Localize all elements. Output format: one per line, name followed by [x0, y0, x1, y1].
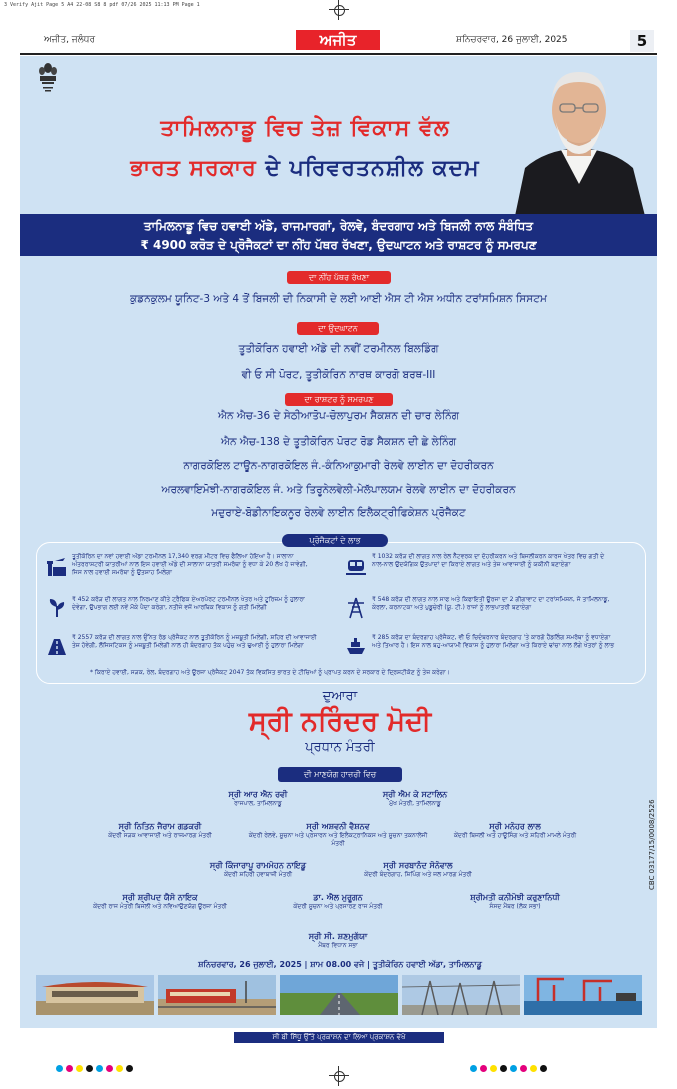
inauguration-tag: ਦਾ ਉਦਘਾਟਨ — [297, 322, 379, 335]
dignitary-role: ਕੇਂਦਰੀ ਬੰਦਰਗਾਹ, ਸ਼ਿਪਿੰਗ ਅਤੇ ਜਲ ਮਾਰਗ ਮੰਤਰੀ — [364, 871, 472, 878]
footer-bar: ਸੀ ਬੀ ਸਿੱਧੂ ਉੱਤੇ ਪ੍ਰਕਾਸ਼ਨ ਦਾ ਲਿਆ ਪ੍ਰਕਾਸ਼ਨ ਵੇਖੋ — [234, 1032, 444, 1043]
dignitary-role: ਕੇਂਦਰੀ ਬਿਜਲੀ ਅਤੇ ਹਾਊਸਿੰਗ ਅਤੇ ਸ਼ਹਿਰੀ ਮਾਮਲੇ ਮੰਤਰੀ — [453, 832, 577, 839]
project-item: ਕੁਡਨਕੁਲਮ ਯੂਨਿਟ-3 ਅਤੇ 4 ਤੋਂ ਬਿਜਲੀ ਦੀ ਨਿਕਾਸੀ ਦੇ ਲਈ ਆਈ ਐਸ ਟੀ ਐਸ ਅਧੀਨ ਟਰਾਂਸਮਿਸ਼ਨ ਸਿਸਟਮ — [130, 293, 547, 305]
registration-mark-bottom — [329, 1066, 349, 1086]
yellow-swatch — [490, 1065, 497, 1072]
dignitary — [248, 932, 428, 950]
benefit-text: ਤੂਤੀਕੋਰਿਨ ਦਾ ਨਵਾਂ ਹਵਾਈ ਅੱਡਾ ਟਰਮੀਨਲ 17,340 ਵਰਗ ਮੀਟਰ ਵਿਚ ਫੈਲਿਆ ਹੋਇਆ ਹੈ। ਸਾਲਾਨਾ ਅੰਤਰਰਾਸ਼ਟਰੀ ਯਾਤਰੀਆਂ ਨਾਲ ਇਸ ਹਵਾਈ ਅੱਡੇ ਦੀ ਸਾਲਾਨਾ ਯਾਤਰੀ ਸਮਰੱਥਾ ਨੂੰ ਵਧਾ ਕੇ 20 ਲੱਖ ਹੋ ਜਾਵੇਗੀ, ਜਿਸ ਨਾਲ ਹਵਾਈ ਸਮਰੱਥਾ ਨੂੰ ਉਤਸ਼ਾਹ ਮਿਲੇਗਾ — [72, 553, 308, 576]
project-item: ਵੀ ਓ ਸੀ ਪੋਰਟ, ਤੂਤੀਕੋਰਿਨ ਨਾਰਥ ਕਾਰਗੋ ਬਰਥ-III — [241, 369, 436, 381]
dignitary-role: ਮੈਂਬਰ ਵਿਧਾਨ ਸਭਾ — [318, 942, 358, 949]
foundation-stone-tag: ਦਾ ਨੀਂਹ ਪੱਥਰ ਰੱਖਣਾ — [287, 271, 391, 284]
cyan-swatch — [96, 1065, 103, 1072]
project-item: ਨਾਗਰਕੋਇਲ ਟਾਊਨ-ਨਾਗਰਕੋਇਲ ਜੰ.-ਕੰਨਿਆਕੁਮਾਰੀ ਰੇਲਵੇ ਲਾਈਨ ਦਾ ਦੋਹਰੀਕਰਨ — [183, 460, 494, 472]
dignitary — [425, 822, 605, 840]
headline-government: ਭਾਰਤ ਸਰਕਾਰ — [130, 156, 257, 181]
header-date: ਸ਼ਨਿਚਰਵਾਰ, 26 ਜੁਲਾਈ, 2025 — [456, 35, 568, 45]
summary-band-line-2: ₹ 4900 ਕਰੋੜ ਦੇ ਪ੍ਰੋਜੈਕਟਾਂ ਦਾ ਨੀਂਹ ਪੱਥਰ ਰੱਖਣਾ, ਉਦਘਾਟਨ ਅਤੇ ਰਾਸ਼ਟਰ ਨੂੰ ਸਮਰਪਣ — [140, 238, 537, 252]
dedication-tag: ਦਾ ਰਾਸ਼ਟਰ ਨੂੰ ਸਮਰਪਣ — [285, 393, 393, 406]
project-item: ਮਦੁਰਾਏ-ਬੋਡੀਨਾਇਕਨੂਰ ਰੇਲਵੇ ਲਾਈਨ ਇਲੈਕਟ੍ਰੀਫਿਕੇਸ਼ਨ ਪ੍ਰੋਜੈਕਟ — [211, 507, 466, 519]
airport-icon — [46, 555, 68, 577]
ship-icon — [345, 635, 367, 657]
magenta-swatch — [106, 1065, 113, 1072]
highway-photo — [280, 975, 398, 1015]
magenta-swatch — [480, 1065, 487, 1072]
highway-icon — [46, 635, 68, 657]
black-swatch — [86, 1065, 93, 1072]
benefits-title: ਪ੍ਰੋਜੈਕਟਾਂ ਦੇ ਲਾਭ — [282, 534, 388, 547]
dignitary-name: ਸ੍ਰੀ ਕਿੰਜਾਰਾਪੂ ਰਾਮਮੋਹਨ ਨਾਇਡੂ — [209, 861, 307, 870]
dignitary-name: ਸ੍ਰੀ ਐਮ ਕੇ ਸਟਾਲਿਨ — [382, 790, 448, 799]
magenta-swatch — [520, 1065, 527, 1072]
cyan-swatch — [56, 1065, 63, 1072]
cyan-swatch — [470, 1065, 477, 1072]
dignitary — [425, 893, 605, 911]
railway-train-photo — [158, 975, 276, 1015]
dignitary-role: ਸੰਸਦ ਮੈਂਬਰ (ਲੋਕ ਸਭਾ) — [489, 903, 541, 910]
magenta-swatch — [66, 1065, 73, 1072]
dignitary-role: ਕੇਂਦਰੀ ਸੜਕ ਆਵਾਜਾਈ ਅਤੇ ਰਾਜਮਾਰਗ ਮੰਤਰੀ — [108, 832, 212, 839]
newspaper-masthead: ਅਜੀਤ — [296, 30, 380, 50]
dignitary-role: ਕੇਂਦਰੀ ਸ਼ਹਿਰੀ ਹਵਾਬਾਜ਼ੀ ਮੰਤਰੀ — [223, 871, 293, 878]
growth-leaf-icon — [46, 597, 68, 619]
airport-terminal-photo — [36, 975, 154, 1015]
benefits-footnote: * ਕਿਰਾਏ ਹਵਾਈ, ਸੜਕ, ਰੇਲ, ਬੰਦਰਗਾਹ ਅਤੇ ਊਰਜਾ ਪ੍ਰੋਜੈਕਟ 2047 ਤੱਕ ਵਿਕਸਿਤ ਭਾਰਤ ਦੇ ਟੀਚਿਆਂ ਨੂੰ ਪ੍ਰਾਪਤ ਕਰਨ ਦੇ ਸਰਕਾਰ ਦੇ ਦ੍ਰਿਸ਼ਟੀਕੋਣ ਨੂੰ ਤੇਜ਼ ਕਰੇਗਾ। — [90, 669, 450, 676]
prime-minister-portrait — [505, 58, 653, 216]
dignitary-name: ਸ੍ਰੀ ਅਸ਼ਵਨੀ ਵੈਸ਼ਨਵ — [306, 822, 370, 831]
headline-steps: ਦੇ ਪਰਿਵਰਤਨਸ਼ੀਲ ਕਦਮ — [265, 156, 480, 181]
dignitary — [328, 861, 508, 879]
train-icon — [345, 555, 367, 577]
dignitary-role: ਕੇਂਦਰੀ ਰਾਜ ਮੰਤਰੀ ਬਿਜਲੀ ਅਤੇ ਨਵਿਆਉਣਯੋਗ ਊਰਜਾ ਮੰਤਰੀ — [93, 903, 227, 910]
power-substation-photo — [402, 975, 520, 1015]
headline-line-1: ਤਾਮਿਲਨਾਡੂ ਵਿਚ ਤੇਜ਼ ਵਿਕਾਸ ਵੱਲ — [160, 116, 450, 141]
port-cranes-photo — [524, 975, 642, 1015]
black-swatch — [540, 1065, 547, 1072]
dignitary — [248, 822, 428, 848]
color-registration-swatches — [56, 1057, 136, 1065]
header-city: ਅਜੀਤ, ਜਲੰਧਰ — [44, 35, 96, 45]
black-swatch — [126, 1065, 133, 1072]
header-rule — [20, 53, 657, 55]
project-item: ਐਨ ਐਚ-36 ਦੇ ਸੇਠੀਆਤੋਪ-ਚੋਲਾਪੁਰਮ ਸੈਕਸ਼ਨ ਦੀ ਚਾਰ ਲੇਨਿੰਗ — [218, 410, 459, 422]
dignitary-name: ਸ੍ਰੀ ਮਨੋਹਰ ਲਾਲ — [489, 822, 541, 831]
dignitary-role: ਮੁੱਖ ਮੰਤਰੀ, ਤਾਮਿਲਨਾਡੂ — [389, 800, 441, 807]
dignitary-name: ਸ਼੍ਰੀਮਤੀ ਕਨੀਮੋਝੀ ਕਰੁਣਾਨਿਧੀ — [470, 893, 560, 902]
event-details: ਸ਼ਨਿਚਰਵਾਰ, 26 ਜੁਲਾਈ, 2025 | ਸ਼ਾਮ 08.00 ਵਜੇ | ਤੂਤੀਕੋਰਿਨ ਹਵਾਈ ਅੱਡਾ, ਤਾਮਿਲਨਾਡੂ — [198, 960, 482, 969]
benefit-text: ₹ 1032 ਕਰੋੜ ਦੀ ਲਾਗਤ ਨਾਲ ਰੇਲ ਨੈੱਟਵਰਕ ਦਾ ਦੋਹਰੀਕਰਨ ਅਤੇ ਬਿਜਲੀਕਰਨ ਕਾਰਜ ਖੇਤਰ ਵਿਚ ਗਤੀ ਦੇ ਨਾਲ-ਨਾਲ ਉਦਯੋਗਿਕ ਉਤਪਾਦਾਂ ਦਾ ਕਿਰਾਏ ਲਾਗਤ ਅਤੇ ਤੇਜ਼ ਆਵਾਜਾਈ ਨੂੰ ਯਕੀਨੀ ਬਣਾਏਗਾ — [372, 553, 605, 568]
dignitary — [70, 893, 250, 911]
dignitary — [168, 790, 348, 808]
yellow-swatch — [530, 1065, 537, 1072]
print-metadata-line: 3 Verify Ajit Page 5 A4 22-08 S8 8 pdf 07/26 2025 11:13 PM Page 1 — [4, 2, 200, 8]
dignitary — [168, 861, 348, 879]
dignitary-name: ਸ੍ਰੀ ਸੀ. ਸ਼ਣਮੁਗੱਯਾ — [308, 932, 368, 941]
dignitary-name: ਸ੍ਰੀ ਨਿਤਿਨ ਜੈਰਾਮ ਗਡਕਰੀ — [118, 822, 202, 831]
benefit-text: ₹ 2557 ਕਰੋੜ ਦੀ ਲਾਗਤ ਨਾਲ ਉੱਨਤ ਰੋਡ ਪ੍ਰੋਜੈਕਟ ਨਾਲ ਤੂਤੀਕੋਰਿਨ ਨੂੰ ਮਜ਼ਬੂਤੀ ਮਿਲੇਗੀ, ਸ਼ਹਿਰ ਦੀ ਆਵਾਜਾਈ ਤੇਜ਼ ਹੋਵੇਗੀ, ਲੌਜਿਸਟਿਕਸ ਨੂੰ ਮਜ਼ਬੂਤੀ ਮਿਲੇਗੀ ਨਾਲ ਹੀ ਬੰਦਰਗਾਹ ਤੱਕ ਪਹੁੰਚ ਅਤੇ ਢੁਆਈ ਨੂੰ ਹੁਲਾਰਾ ਮਿਲੇਗਾ — [72, 634, 317, 649]
color-registration-swatches — [470, 1057, 550, 1065]
prime-minister-name: ਸ੍ਰੀ ਨਰਿੰਦਰ ਮੋਦੀ — [248, 706, 432, 737]
dignitary-role: ਕੇਂਦਰੀ ਰੇਲਵੇ, ਸੂਚਨਾ ਅਤੇ ਪ੍ਰਸਾਰਨ ਅਤੇ ਇਲੈਕਟ੍ਰਾਨਿਕਸ ਅਤੇ ਸੂਚਨਾ ਤਕਨਾਲੋਜੀ ਮੰਤਰੀ — [248, 832, 428, 847]
advertisement-code: CBC 03177/15/0008/2526 — [648, 799, 656, 890]
dignitary-name: ਸ੍ਰੀ ਆਰ ਐਨ ਰਵੀ — [228, 790, 288, 799]
power-tower-icon — [345, 597, 367, 619]
yellow-swatch — [116, 1065, 123, 1072]
dignitary-name: ਸ੍ਰੀ ਸਰਬਾਨੰਦ ਸੋਨੋਵਾਲ — [383, 861, 453, 870]
benefit-text: ₹ 285 ਕਰੋੜ ਦਾ ਬੰਦਰਗਾਹ ਪ੍ਰੋਜੈਕਟ, ਵੀ ਓ ਚਿਦੰਬਰਨਾਰ ਬੰਦਰਗਾਹ 'ਤੇ ਕਾਰਗੋ ਹੈਂਡਲਿੰਗ ਸਮਰੱਥਾ ਨੂੰ ਵਧਾਏਗਾ ਅਤੇ ਤਿਆਰ ਹੈ। ਇਸ ਨਾਲ ਬਹੁ-ਆਯਾਮੀ ਵਿਕਾਸ ਨੂੰ ਹੁਲਾਰਾ ਮਿਲੇਗਾ ਅਤੇ ਕਿਰਾਏ ਢਾਂਚਾ ਨਾਲ ਲੱਗੇ ਖੇਤਰਾਂ ਨੂੰ ਲਾਭ — [372, 634, 615, 649]
yellow-swatch — [76, 1065, 83, 1072]
dignitary — [70, 822, 250, 840]
project-item: ਐਨ ਐਚ-138 ਦੇ ਤੂਤੀਕੋਰਿਨ ਪੋਰਟ ਰੋਡ ਸੈਕਸ਼ਨ ਦੀ ਛੇ ਲੇਨਿੰਗ — [220, 436, 457, 448]
registration-mark-top — [329, 0, 349, 20]
summary-band-line-1: ਤਾਮਿਲਨਾਡੂ ਵਿਚ ਹਵਾਈ ਅੱਡੇ, ਰਾਜਮਾਰਗਾਂ, ਰੇਲਵੇ, ਬੰਦਰਗਾਹ ਅਤੇ ਬਿਜਲੀ ਨਾਲ ਸੰਬੰਧਿਤ — [143, 219, 534, 233]
project-item: ਅਰਲਵਾਇਮੋਝੀ-ਨਾਗਰਕੋਇਲ ਜੰ. ਅਤੇ ਤਿਰੂਨੇਲਵੇਲੀ-ਮੇਲੱਪਾਲਯਮ ਰੇਲਵੇ ਲਾਈਨ ਦਾ ਦੋਹਰੀਕਰਨ — [161, 484, 516, 496]
dignitary-role: ਕੇਂਦਰੀ ਸੂਚਨਾ ਅਤੇ ਪ੍ਰਸਾਰਣ ਰਾਜ ਮੰਤਰੀ — [293, 903, 383, 910]
by-label: ਦੁਆਰਾ — [322, 689, 358, 704]
dignitary — [325, 790, 505, 808]
presence-label: ਦੀ ਮਾਣਯੋਗ ਹਾਜ਼ਰੀ ਵਿਚ — [278, 767, 402, 782]
prime-minister-title: ਪ੍ਰਧਾਨ ਮੰਤਰੀ — [305, 740, 375, 755]
headline-line-2 — [90, 156, 520, 181]
dignitary-name: ਸ੍ਰੀ ਸ਼੍ਰੀਪਦ ਯੈਸੋ ਨਾਇਕ — [122, 893, 198, 902]
dignitary-name: ਡਾ. ਐਲ ਮੁਰੂਗਨ — [313, 893, 363, 902]
cyan-swatch — [510, 1065, 517, 1072]
dignitary-role: ਰਾਜਪਾਲ, ਤਾਮਿਲਨਾਡੂ — [234, 800, 282, 807]
black-swatch — [500, 1065, 507, 1072]
project-item: ਤੂਤੀਕੋਰਿਨ ਹਵਾਈ ਅੱਡੇ ਦੀ ਨਵੀਂ ਟਰਮੀਨਲ ਬਿਲਡਿੰਗ — [238, 343, 439, 355]
page-number: 5 — [630, 30, 654, 52]
dignitary — [248, 893, 428, 911]
national-emblem-icon — [36, 62, 60, 98]
benefit-text: ₹ 452 ਕਰੋੜ ਦੀ ਲਾਗਤ ਨਾਲ ਨਿਰਮਾਣ ਕੀਤੇ ਟ੍ਰੈਫਿਕ ਏਅਰਪੋਰਟ ਟਰਮੀਨਲ ਖੇਤਰ ਅਤੇ ਟੂਰਿਜ਼ਮ ਨੂੰ ਹੁਲਾਰਾ ਦੇਵੇਗਾ, ਉਪਭਾਗ ਲਈ ਨਵੇਂ ਮੌਕੇ ਪੈਦਾ ਕਰੇਗਾ, ਨਤੀਜੇ ਵਜੋਂ ਆਰਥਿਕ ਵਿਕਾਸ ਨੂੰ ਗਤੀ ਮਿਲੇਗੀ — [72, 596, 305, 611]
summary-band — [20, 214, 657, 256]
benefit-text: ₹ 548 ਕਰੋੜ ਦੀ ਲਾਗਤ ਨਾਲ ਸਾਫ ਅਤੇ ਕਿਫਾਇਤੀ ਊਰਜਾ ਦਾ 2 ਗੀਗਾਵਾਟ ਦਾ ਟਰਾਂਸਮਿਸ਼ਨ, ਜੋ ਤਾਮਿਲਨਾਡੂ, ਕੇਰਲਾ, ਕਰਨਾਟਕਾ ਅਤੇ ਪੁਡੂਚੇਰੀ (ਯੂ. ਟੀ.) ਰਾਜਾਂ ਨੂੰ ਲਾਭਪਾਤਰੀ ਬਣਾਏਗਾ — [372, 596, 610, 611]
